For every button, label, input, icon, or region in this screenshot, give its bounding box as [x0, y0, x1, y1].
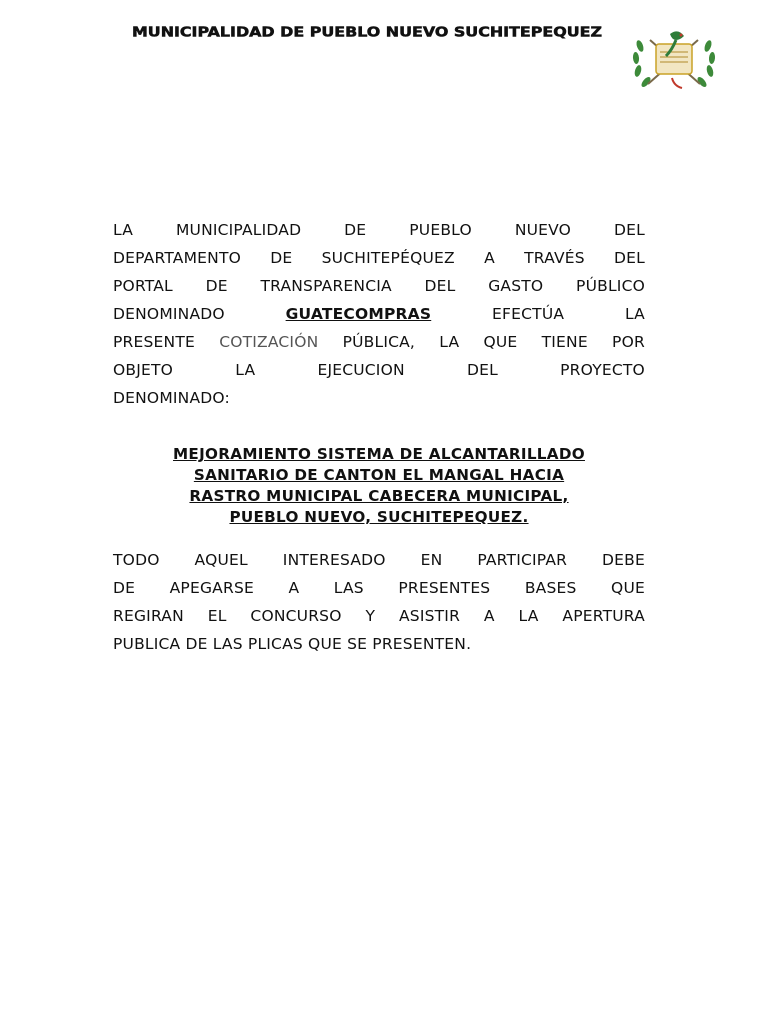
project-title-line: SANITARIO DE CANTON EL MANGAL HACIA	[193, 466, 565, 484]
closing-paragraph	[113, 546, 645, 658]
intro-line-3: PORTAL DE TRANSPARENCIA DEL GASTO PÚBLICO	[113, 277, 645, 295]
banner-text: MUNICIPALIDAD DE PUEBLO NUEVO SUCHITEPEQUEZ	[132, 25, 602, 41]
intro-line-4: DENOMINADO GUATECOMPRAS EFECTÚA LA	[113, 300, 645, 328]
coat-of-arms-icon	[626, 26, 722, 94]
intro-line-5: PRESENTE COTIZACIÓN PÚBLICA, LA QUE TIENE POR	[113, 333, 645, 351]
intro-line-2: DEPARTAMENTO DE SUCHITEPÉQUEZ A TRAVÉS DEL	[113, 249, 645, 267]
closing-line-2: DE APEGARSE A LAS PRESENTES BASES QUE	[113, 579, 645, 597]
project-title	[113, 444, 645, 528]
project-title-line: MEJORAMIENTO SISTEMA DE ALCANTARILLADO	[173, 445, 585, 463]
municipal-banner	[128, 22, 606, 44]
project-title-line: PUEBLO NUEVO, SUCHITEPEQUEZ.	[229, 508, 529, 526]
project-title-line: RASTRO MUNICIPAL CABECERA MUNICIPAL,	[189, 487, 569, 505]
closing-line-1: TODO AQUEL INTERESADO EN PARTICIPAR DEBE	[113, 551, 645, 569]
intro-line-1: LA MUNICIPALIDAD DE PUEBLO NUEVO DEL	[113, 221, 645, 239]
closing-line-4: PUBLICA DE LAS PLICAS QUE SE PRESENTEN.	[113, 635, 472, 653]
intro-paragraph	[113, 216, 645, 412]
guatecompras-name: GUATECOMPRAS	[285, 305, 432, 323]
closing-line-3: REGIRAN EL CONCURSO Y ASISTIR A LA APERTURA	[113, 607, 645, 625]
intro-line-6: OBJETO LA EJECUCION DEL PROYECTO	[113, 361, 645, 379]
intro-line-7: DENOMINADO:	[113, 389, 230, 407]
